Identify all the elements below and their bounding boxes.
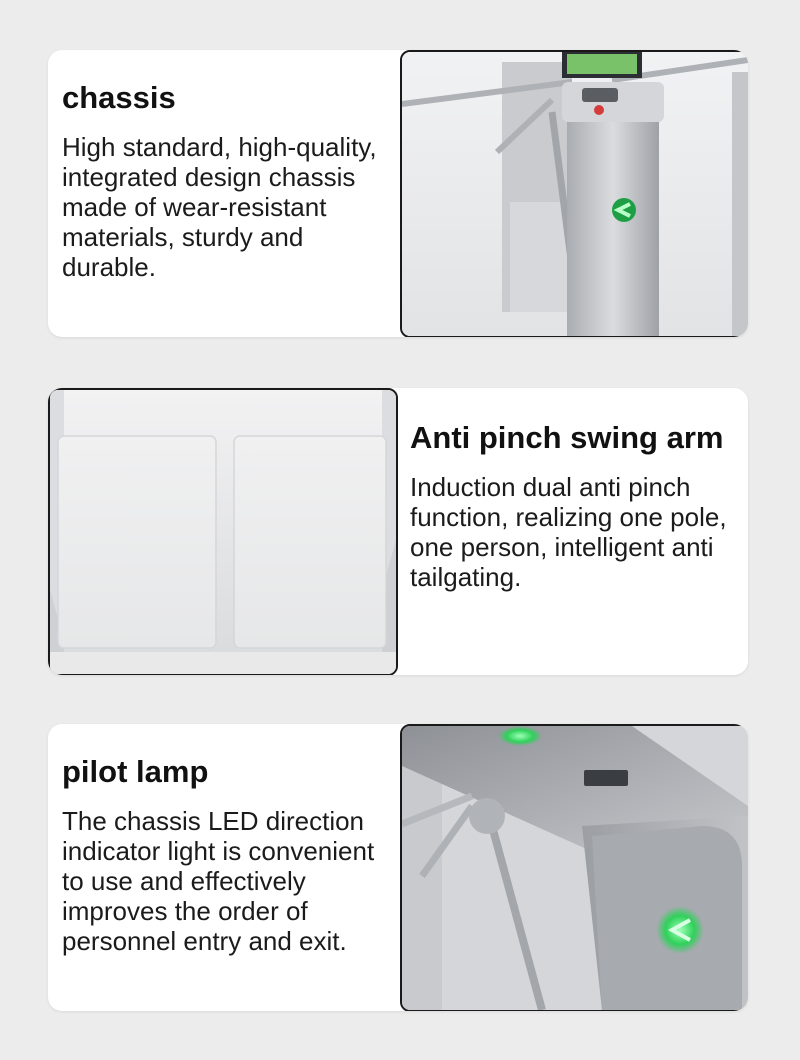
feature-description: High standard, high-quality, integrated design chassis made of wear-resistant materials, sturdy and durable. [62, 132, 377, 282]
feature-card-pilot-lamp [48, 724, 748, 1011]
feature-card-swing-arm [48, 388, 748, 675]
feature-title: pilot lamp [62, 754, 209, 789]
feature-title: chassis [62, 80, 176, 115]
feature-description: Induction dual anti pinch function, realizing one pole, one person, intelligent anti tailgating. [410, 472, 727, 592]
feature-text [62, 80, 392, 282]
feature-card-chassis [48, 50, 748, 337]
feature-title: Anti pinch swing arm [410, 420, 724, 455]
feature-text [410, 420, 742, 592]
pilot-lamp-photo [400, 724, 748, 1011]
feature-text [62, 754, 392, 956]
turnstile-chassis-photo [400, 50, 748, 337]
swing-arm-panels-photo [48, 388, 398, 675]
feature-description: The chassis LED direction indicator light is convenient to use and effectively improves the order of personnel entry and exit. [62, 806, 375, 956]
